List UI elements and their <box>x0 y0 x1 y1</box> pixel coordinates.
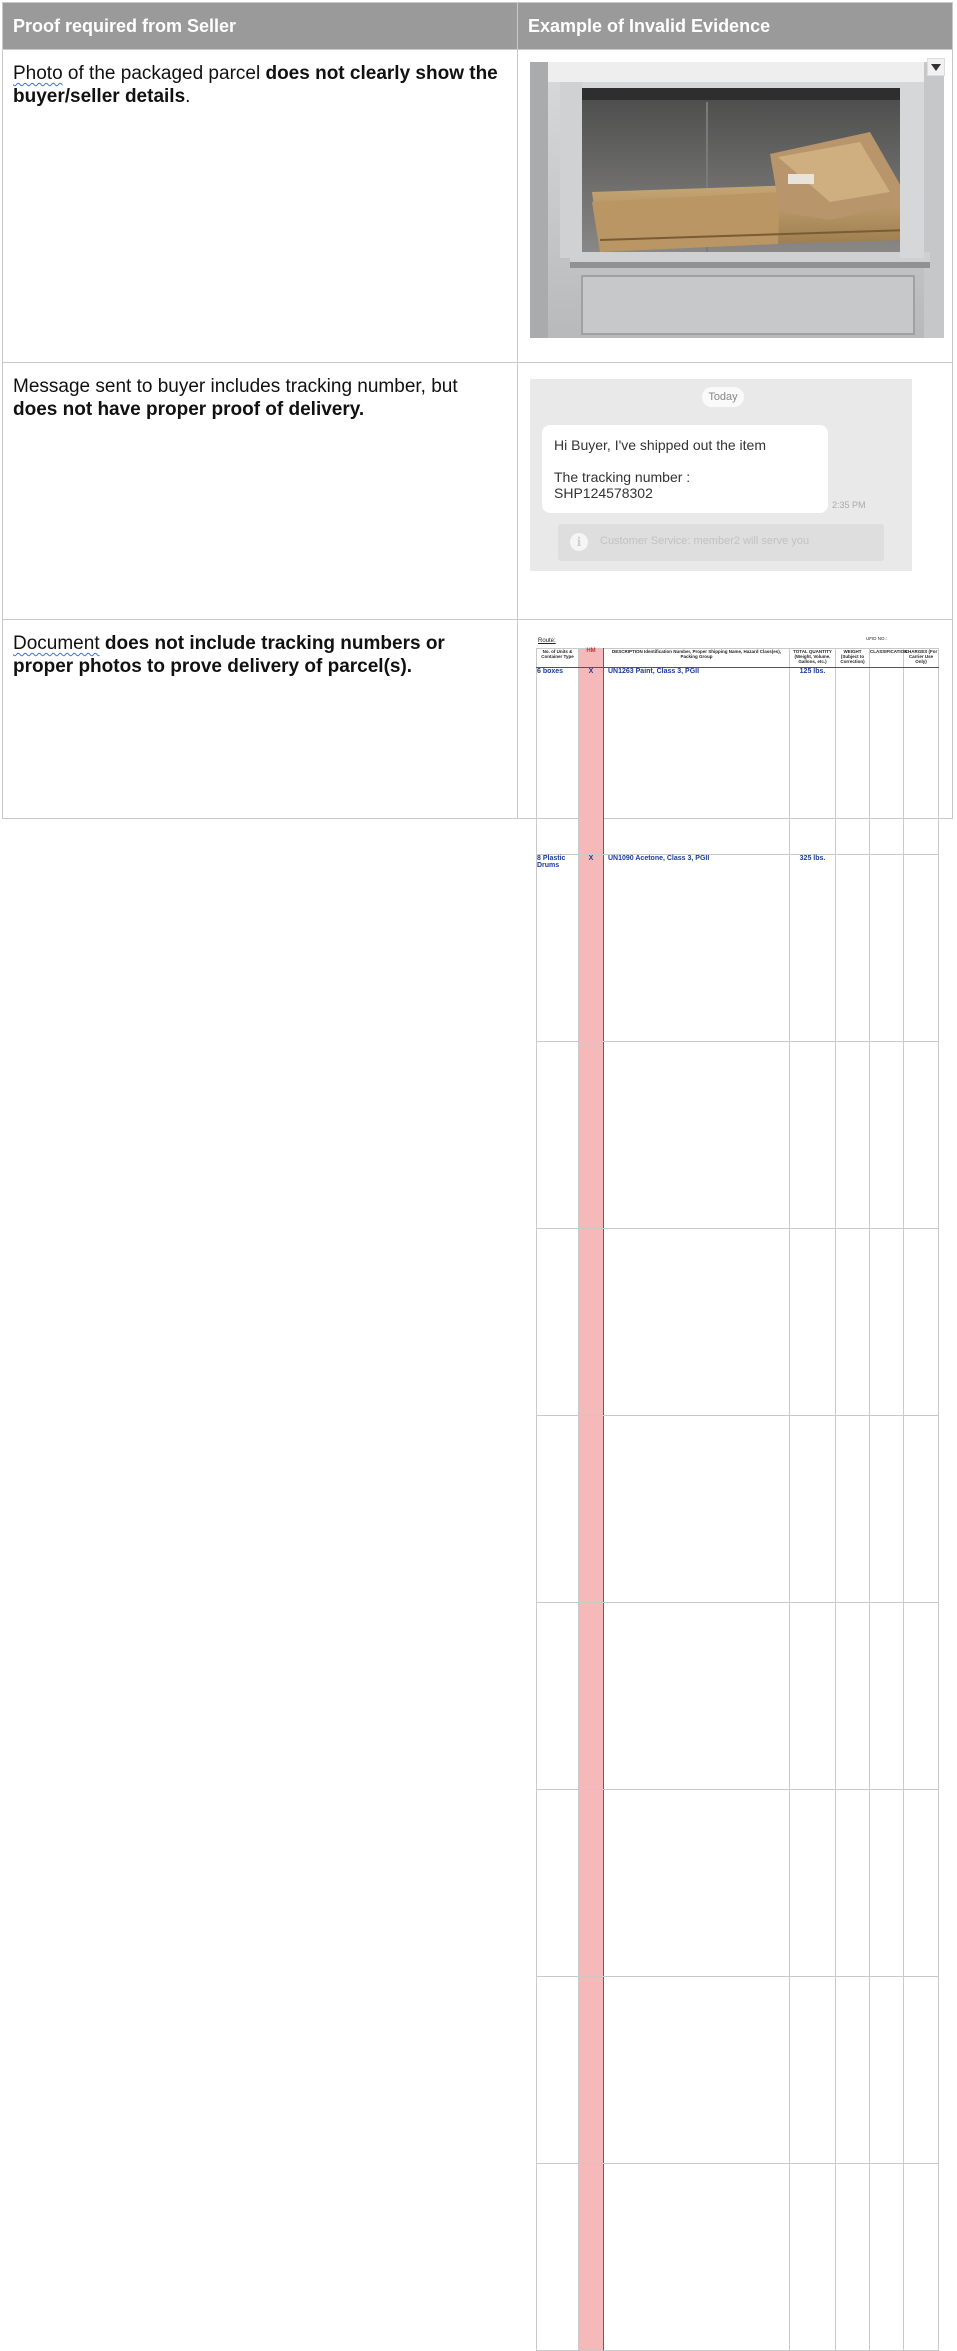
service-notice <box>558 524 884 561</box>
proof-cell: Message sent to buyer includes tracking number, but does not have proper proof of delivery. <box>3 363 518 620</box>
parcel-in-mailbox-image <box>530 62 944 338</box>
ufid-label: UFID NO.: <box>866 636 887 641</box>
dropdown-arrow-icon[interactable] <box>927 58 945 76</box>
evidence-table <box>2 2 953 869</box>
table-row <box>3 363 953 620</box>
doc-row <box>537 1977 939 2164</box>
doc-row <box>537 1416 939 1603</box>
doc-row <box>537 1229 939 1416</box>
parcel-photo <box>530 62 944 338</box>
message-bubble <box>542 425 828 513</box>
proof-cell: Document does not include tracking numbers or proper photos to prove delivery of parcel(s). <box>3 620 518 819</box>
example-cell <box>518 50 953 363</box>
header-proof: Proof required from Seller <box>3 3 518 50</box>
doc-row <box>537 1042 939 1229</box>
page <box>0 0 957 869</box>
header-example: Example of Invalid Evidence <box>518 3 953 50</box>
message-time: 2:35 PM <box>832 500 866 510</box>
message-line: The tracking number : <box>554 469 691 485</box>
info-icon: i <box>570 533 588 551</box>
header-row <box>3 3 953 50</box>
chat-screenshot <box>530 379 912 571</box>
doc-row <box>537 1603 939 1790</box>
proof-cell: Photo of the packaged parcel does not clearly show the buyer/seller details. <box>3 50 518 363</box>
doc-row <box>537 2164 939 2351</box>
hazmat-table <box>536 648 939 2351</box>
example-cell <box>518 363 953 620</box>
doc-row: 6 boxes X UN1263 Paint, Class 3, PGII 125 lbs. <box>537 668 939 855</box>
message-line: Hi Buyer, I've shipped out the item <box>554 437 767 453</box>
doc-header-row: No. of Units & Container Type HM DESCRIPTION Identification Number, Proper Shipping Name, Hazard Class(es), Packing Group TOTAL QUANTITY (Weight, Volume, Gallons, etc.) WEIGHT (Subject to Correction) CLASSIFICATION CHARGES (For Carrier Use Only) <box>537 649 939 668</box>
message-line: SHP124578302 <box>554 485 653 501</box>
doc-row: 8 Plastic Drums X UN1090 Acetone, Class 3, PGII 325 lbs. <box>537 855 939 1042</box>
example-cell <box>518 620 953 869</box>
spellcheck-word: Document <box>13 633 100 654</box>
table-row <box>3 50 953 363</box>
table-row <box>3 620 953 819</box>
service-text: Customer Service: member2 will serve you <box>600 535 810 547</box>
spellcheck-word: Photo <box>13 63 63 84</box>
chat-date-badge: Today <box>702 387 744 407</box>
route-label: Route: <box>538 638 556 644</box>
shipping-document <box>536 636 938 869</box>
doc-row <box>537 1790 939 1977</box>
